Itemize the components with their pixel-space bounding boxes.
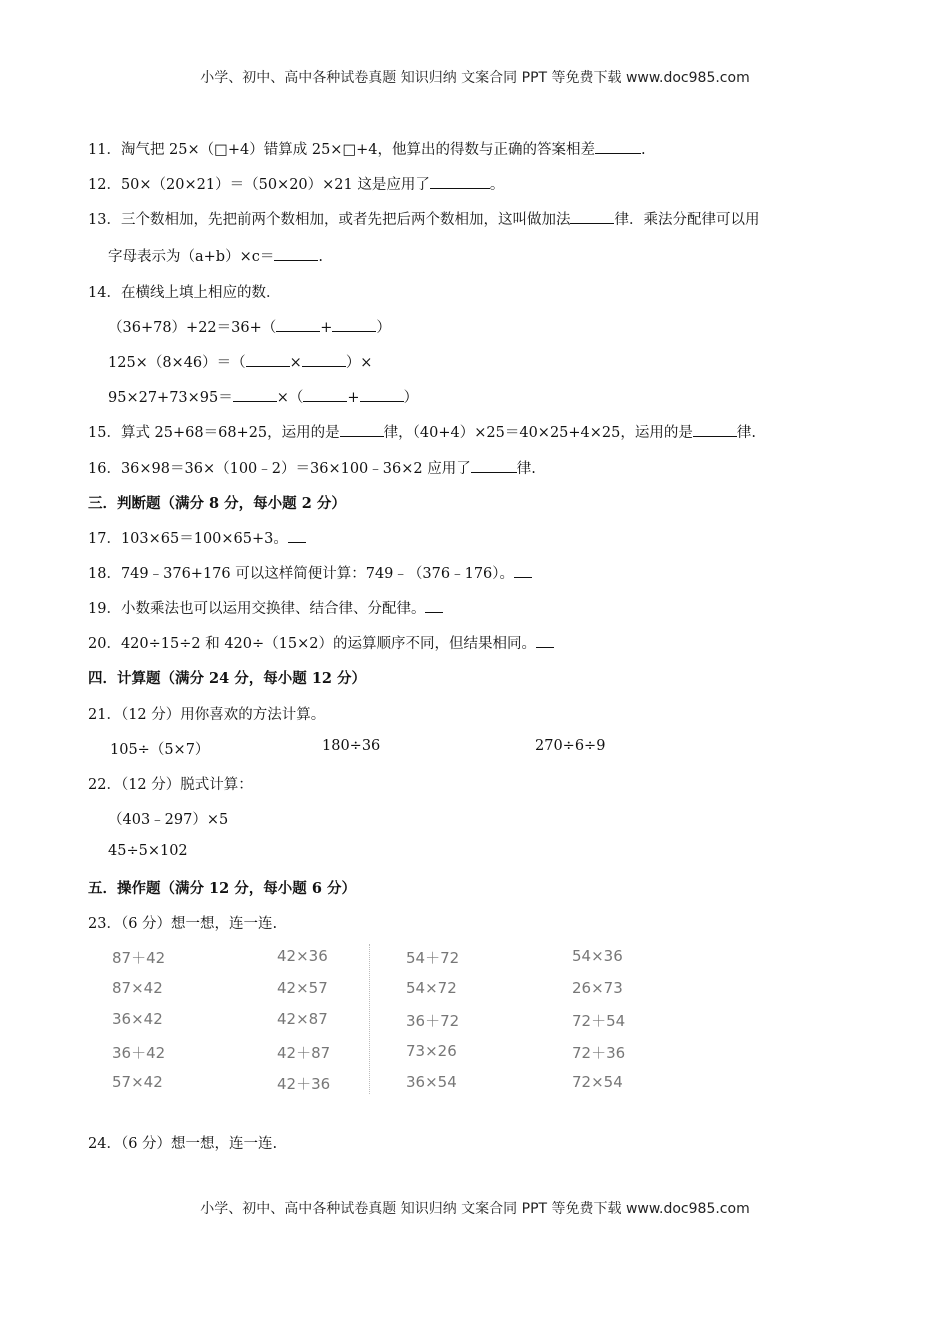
question-18 — [88, 562, 532, 583]
q14-l2-b: × — [289, 355, 302, 371]
q20-text: 20．420÷15÷2 和 420÷（15×2）的运算顺序不同，但结果相同。 — [88, 636, 536, 652]
match-item[interactable]: 42×57 — [277, 979, 328, 997]
section-3-heading: 三．判断题（满分 8 分，每小题 2 分） — [88, 495, 346, 512]
answer-blank[interactable] — [570, 211, 614, 224]
q13-text-3: 字母表示为（a+b）×c＝ — [108, 249, 275, 265]
match-item[interactable]: 72＋36 — [572, 1044, 626, 1062]
answer-blank[interactable] — [471, 460, 517, 473]
q21-expr-3: 270÷6÷9 — [535, 738, 606, 754]
question-24-title: 24．（6 分）想一想，连一连. — [88, 1136, 278, 1152]
match-item[interactable]: 36＋42 — [112, 1044, 166, 1062]
question-19 — [88, 597, 443, 618]
match-item[interactable]: 87×42 — [112, 979, 163, 997]
answer-blank[interactable] — [360, 389, 404, 402]
answer-blank[interactable] — [340, 424, 384, 437]
q13-text-2: 律．乘法分配律可以用 — [614, 212, 760, 228]
q22-expr-1: （403﹣297）×5 — [108, 812, 229, 828]
q11-end: . — [641, 142, 646, 158]
match-item[interactable]: 54＋72 — [406, 949, 460, 967]
answer-blank[interactable] — [274, 248, 318, 261]
q14-line-2 — [108, 351, 372, 372]
question-23-title: 23．（6 分）想一想，连一连. — [88, 916, 278, 932]
q14-l3-c: + — [347, 390, 360, 406]
match-item[interactable]: 54×72 — [406, 979, 457, 997]
q14-l1-c: ） — [376, 320, 391, 336]
match-item[interactable]: 42＋87 — [277, 1044, 331, 1062]
question-22-title: 22．（12 分）脱式计算： — [88, 777, 253, 793]
match-item[interactable]: 42×87 — [277, 1010, 328, 1028]
answer-blank[interactable] — [693, 424, 737, 437]
answer-blank[interactable] — [514, 565, 532, 578]
match-item[interactable]: 42×36 — [277, 947, 328, 965]
question-13 — [88, 208, 759, 229]
answer-blank[interactable] — [595, 141, 641, 154]
page-header: 小学、初中、高中各种试卷真题 知识归纳 文案合同 PPT 等免费下载 www.doc985.com — [200, 70, 750, 86]
page-footer: 小学、初中、高中各种试卷真题 知识归纳 文案合同 PPT 等免费下载 www.doc985.com — [200, 1201, 750, 1217]
match-item[interactable]: 36×54 — [406, 1073, 457, 1091]
q14-l3-a: 95×27+73×95＝ — [108, 390, 233, 406]
q16-end: 律. — [516, 461, 536, 477]
q18-text: 18．749﹣376+176 可以这样简便计算：749﹣（376﹣176）。 — [88, 566, 515, 582]
match-item[interactable]: 72×54 — [572, 1073, 623, 1091]
section-5-heading: 五．操作题（满分 12 分，每小题 6 分） — [88, 880, 356, 897]
q11-text: 11．淘气把 25×（□+4）错算成 25×□+4，他算出的得数与正确的答案相差 — [88, 142, 596, 158]
answer-blank[interactable] — [288, 530, 306, 543]
match-item[interactable]: 73×26 — [406, 1042, 457, 1060]
q15-text-2: 律，（40+4）×25＝40×25+4×25，运用的是 — [383, 425, 693, 441]
question-20 — [88, 632, 554, 653]
answer-blank[interactable] — [536, 635, 554, 648]
question-21-title: 21．（12 分）用你喜欢的方法计算。 — [88, 707, 326, 723]
question-15 — [88, 421, 756, 442]
q14-line-3 — [108, 386, 418, 407]
q12-end: 。 — [489, 177, 505, 193]
match-item[interactable]: 54×36 — [572, 947, 623, 965]
match-item[interactable]: 57×42 — [112, 1073, 163, 1091]
q16-text: 16．36×98＝36×（100﹣2）＝36×100﹣36×2 应用了 — [88, 461, 471, 477]
q19-text: 19．小数乘法也可以运用交换律、结合律、分配律。 — [88, 601, 426, 617]
question-12 — [88, 173, 504, 194]
q14-line-1 — [108, 316, 391, 337]
answer-blank[interactable] — [303, 389, 347, 402]
column-divider — [369, 944, 370, 1094]
answer-blank[interactable] — [276, 319, 320, 332]
q22-expr-2: 45÷5×102 — [108, 843, 188, 859]
q14-l2-a: 125×（8×46）＝（ — [108, 355, 246, 371]
question-16 — [88, 457, 536, 478]
question-14-title: 14．在横线上填上相应的数． — [88, 285, 281, 301]
q17-text: 17．103×65＝100×65+3。 — [88, 531, 288, 547]
q21-expr-1: 105÷（5×7） — [110, 742, 210, 758]
q13-end: . — [318, 249, 323, 265]
match-item[interactable]: 36×42 — [112, 1010, 163, 1028]
question-17 — [88, 527, 306, 548]
q14-l2-c: ）× — [345, 355, 373, 371]
match-item[interactable]: 72＋54 — [572, 1012, 626, 1030]
q12-text: 12．50×（20×21）＝（50×20）×21 这是应用了 — [88, 177, 430, 193]
question-13-continued — [108, 245, 323, 266]
q14-l1-b: + — [320, 320, 333, 336]
q14-l1-a: （36+78）+22＝36+（ — [108, 320, 277, 336]
answer-blank[interactable] — [246, 354, 290, 367]
q14-l3-d: ） — [403, 390, 419, 406]
match-item[interactable]: 42＋36 — [277, 1075, 331, 1093]
q15-text: 15．算式 25+68＝68+25，运用的是 — [88, 425, 340, 441]
q14-l3-b: ×（ — [276, 390, 304, 406]
answer-blank[interactable] — [332, 319, 376, 332]
question-11 — [88, 138, 646, 159]
section-4-heading: 四．计算题（满分 24 分，每小题 12 分） — [88, 670, 367, 687]
answer-blank[interactable] — [430, 176, 490, 189]
answer-blank[interactable] — [302, 354, 346, 367]
match-item[interactable]: 26×73 — [572, 979, 623, 997]
q13-text: 13．三个数相加，先把前两个数相加，或者先把后两个数相加，这叫做加法 — [88, 212, 571, 228]
match-item[interactable]: 36＋72 — [406, 1012, 460, 1030]
answer-blank[interactable] — [233, 389, 277, 402]
answer-blank[interactable] — [425, 600, 443, 613]
q21-expr-2: 180÷36 — [322, 738, 381, 754]
q15-end: 律. — [736, 425, 756, 441]
match-item[interactable]: 87＋42 — [112, 949, 166, 967]
